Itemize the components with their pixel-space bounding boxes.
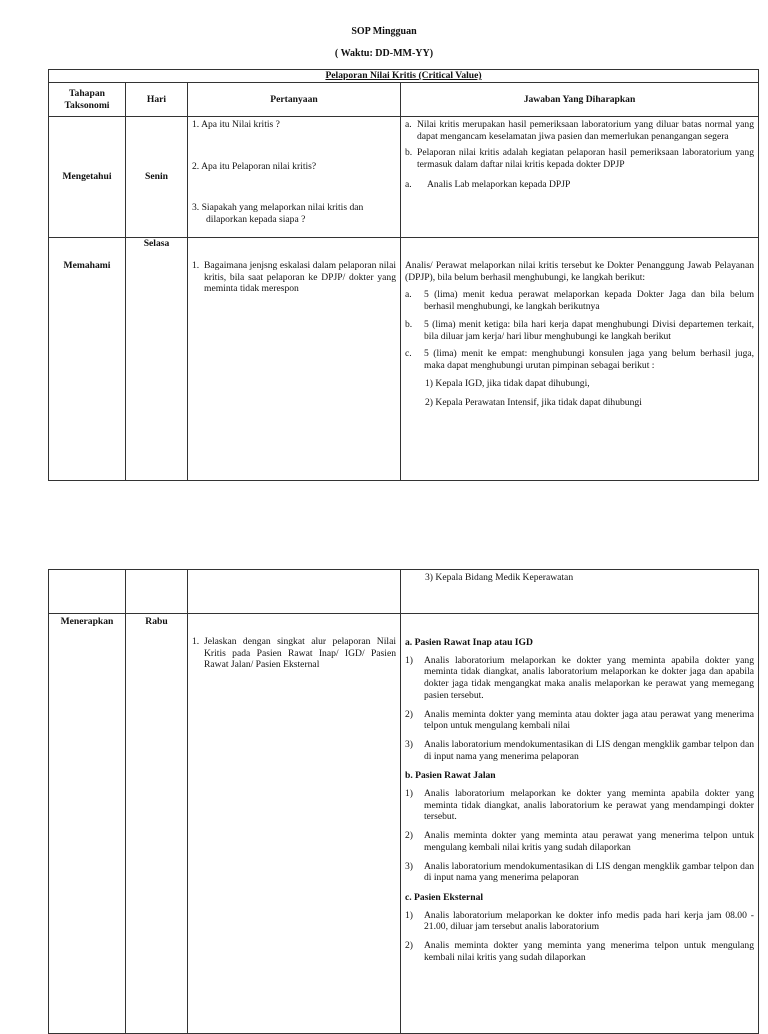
answer-item bbox=[405, 739, 754, 762]
table-row bbox=[49, 614, 759, 1034]
question-cell bbox=[188, 238, 401, 481]
day-cell: Selasa bbox=[126, 238, 188, 481]
list-marker: 1) bbox=[405, 909, 413, 921]
answer-text: Analis meminta dokter yang meminta yang menerima telpon untuk mengulang kembali nilai kritis yang sudah dilaporkan bbox=[424, 940, 754, 963]
list-marker: 1. bbox=[192, 260, 200, 271]
answer-text: Analis meminta dokter yang meminta atau dokter jaga atau perawat yang menerima telpon untuk mengulang kembali nilai bbox=[424, 708, 754, 732]
question-cell bbox=[188, 614, 401, 1034]
list-marker: 3) bbox=[405, 860, 413, 872]
answer-text: 5 (lima) menit ketiga: bila hari kerja dapat menghubungi Divisi departemen terkait, bila diluar jam kerja/ hari libur menghubungi ke langkah berikut bbox=[424, 318, 755, 342]
answer-item bbox=[405, 147, 754, 170]
answer-text: Analis meminta dokter yang meminta atau perawat yang menerima telpon untuk mengulang kembali nilai kritis yang sudah dilaporkan bbox=[424, 830, 754, 853]
list-marker: a. bbox=[405, 289, 412, 301]
header-hari: Hari bbox=[126, 83, 188, 117]
answer-text: 5 (lima) menit ke empat: menghubungi konsulen jaga yang belum berhasil juga, maka dapat menghubungi urutan pimpinan sebagai berikut : bbox=[424, 348, 755, 371]
answer-text: 5 (lima) menit kedua perawat melaporkan kepada Dokter Jaga dan bila belum berhasil menghubungi, ke langkah berikutnya bbox=[424, 289, 755, 313]
day-cell: Rabu bbox=[126, 614, 188, 1034]
day-cell: Senin bbox=[126, 117, 188, 238]
list-marker: 1) bbox=[405, 788, 413, 800]
answer-item bbox=[405, 348, 754, 371]
answer-item bbox=[405, 655, 754, 702]
answer-item bbox=[405, 319, 754, 342]
list-marker: 3) bbox=[405, 738, 413, 750]
list-marker: 2) bbox=[405, 708, 413, 720]
table-caption: Pelaporan Nilai Kritis (Critical Value) bbox=[49, 70, 759, 83]
list-marker: b. bbox=[405, 318, 413, 330]
document-title: SOP Mingguan bbox=[351, 26, 417, 37]
answer-item bbox=[405, 861, 754, 884]
answer-text: Analis laboratorium mendokumentasikan di LIS dengan mengklik gambar telpon dan di input nama yang menerima pelaporan bbox=[424, 738, 754, 762]
question-item: 1. Apa itu Nilai kritis ? bbox=[192, 119, 280, 130]
answer-text: Analis laboratorium melaporkan ke dokter yang meminta apabila dokter yang meminta tidak diangkat, analis laboratorium melaporkan ke dokter jaga dan apabila dokter jaga tidak mengangkat maka analis melaporkan ke perawat yang memegang pasien tersebut. bbox=[424, 654, 754, 701]
table-row bbox=[49, 238, 759, 481]
escalation-item: 2) Kepala Perawatan Intensif, jika tidak dapat dihubungi bbox=[425, 397, 642, 409]
escalation-item: 3) Kepala Bidang Medik Keperawatan bbox=[425, 572, 574, 583]
answer-text: Analis laboratorium melaporkan ke dokter info medis pada hari kerja jam 08.00 - 21.00, diluar jam tersebut analis laboratorium bbox=[424, 909, 754, 933]
answer-item bbox=[405, 119, 754, 142]
sop-table-page-1 bbox=[48, 69, 759, 481]
answer-text: Analis laboratorium melaporkan ke dokter yang meminta apabila dokter yang meminta tidak diangkat, analis laboratorium ke perawat yang mendampingi dokter tersebut. bbox=[424, 788, 754, 823]
stage-cell: Mengetahui bbox=[49, 117, 126, 238]
list-marker: c. bbox=[405, 348, 412, 360]
question-item bbox=[192, 636, 396, 671]
table-row bbox=[49, 117, 759, 238]
question-item: 3. Siapakah yang melaporkan nilai kritis dan dilaporkan kepada siapa ? bbox=[192, 202, 364, 226]
header-jawaban: Jawaban Yang Diharapkan bbox=[401, 83, 759, 117]
answer-item bbox=[405, 709, 754, 732]
answer-item bbox=[405, 179, 754, 191]
section-heading: a. Pasien Rawat Inap atau IGD bbox=[405, 637, 533, 648]
answer-item bbox=[405, 940, 754, 963]
escalation-item: 1) Kepala IGD, jika tidak dapat dihubungi, bbox=[425, 377, 590, 389]
answer-item bbox=[405, 910, 754, 933]
question-text: Bagaimana jenjsng eskalasi dalam pelaporan nilai kritis, bila saat pelaporan ke DPJP/ dokter yang meminta tidak merespon bbox=[204, 260, 396, 295]
day-cell-empty bbox=[126, 570, 188, 614]
list-marker: b. bbox=[405, 147, 413, 159]
list-marker: a. bbox=[405, 178, 412, 190]
answer-cell bbox=[401, 614, 759, 1034]
question-cell-empty bbox=[188, 570, 401, 614]
list-marker: 1. bbox=[192, 636, 200, 647]
stage-cell: Memahami bbox=[49, 238, 126, 481]
question-cell bbox=[188, 117, 401, 238]
answer-item bbox=[405, 788, 754, 823]
question-item: 2. Apa itu Pelaporan nilai kritis? bbox=[192, 160, 317, 172]
table-row bbox=[49, 570, 759, 614]
section-heading: c. Pasien Eksternal bbox=[405, 891, 484, 903]
stage-cell-empty bbox=[49, 570, 126, 614]
answer-item bbox=[405, 830, 754, 853]
header-tahapan: Tahapan Taksonomi bbox=[49, 83, 126, 117]
answer-cell bbox=[401, 570, 759, 614]
list-marker: 2) bbox=[405, 830, 413, 842]
list-marker: 1) bbox=[405, 654, 413, 666]
answer-intro: Analis/ Perawat melaporkan nilai kritis tersebut ke Dokter Penanggung Jawab Pelayanan (DPJP), bila belum berhasil menghubungi, ke langkah berikut: bbox=[405, 260, 755, 283]
sop-table-page-2 bbox=[48, 569, 759, 1034]
answer-cell bbox=[401, 117, 759, 238]
answer-text: Analis laboratorium mendokumentasikan di LIS dengan mengklik gambar telpon dan di input nama yang menerima pelaporan bbox=[424, 860, 754, 884]
list-marker: 2) bbox=[405, 940, 413, 952]
question-text: Jelaskan dengan singkat alur pelaporan Nilai Kritis pada Pasien Rawat Inap/ IGD/ Pasien Rawat Jalan/ Pasien Eksternal bbox=[204, 636, 396, 671]
answer-text: Nilai kritis merupakan hasil pemeriksaan laboratorium yang diluar batas normal yang dapat mengancam keselamatan jiwa pasien dan memerlukan penangangan segera bbox=[417, 119, 755, 142]
document-subtitle: ( Waktu: DD-MM-YY) bbox=[334, 48, 434, 59]
section-heading: b. Pasien Rawat Jalan bbox=[405, 770, 496, 782]
stage-cell: Menerapkan bbox=[49, 614, 126, 1034]
answer-text: Analis Lab melaporkan kepada DPJP bbox=[427, 178, 571, 190]
answer-item bbox=[405, 289, 754, 312]
answer-cell bbox=[401, 238, 759, 481]
list-marker: a. bbox=[405, 119, 412, 130]
answer-text: Pelaporan nilai kritis adalah kegiatan pelaporan hasil pemeriksaan laboratorium yang termasuk dalam daftar nilai kritis kepada dokter DPJP bbox=[417, 147, 755, 171]
question-item bbox=[192, 260, 396, 295]
header-pertanyaan: Pertanyaan bbox=[188, 83, 401, 117]
